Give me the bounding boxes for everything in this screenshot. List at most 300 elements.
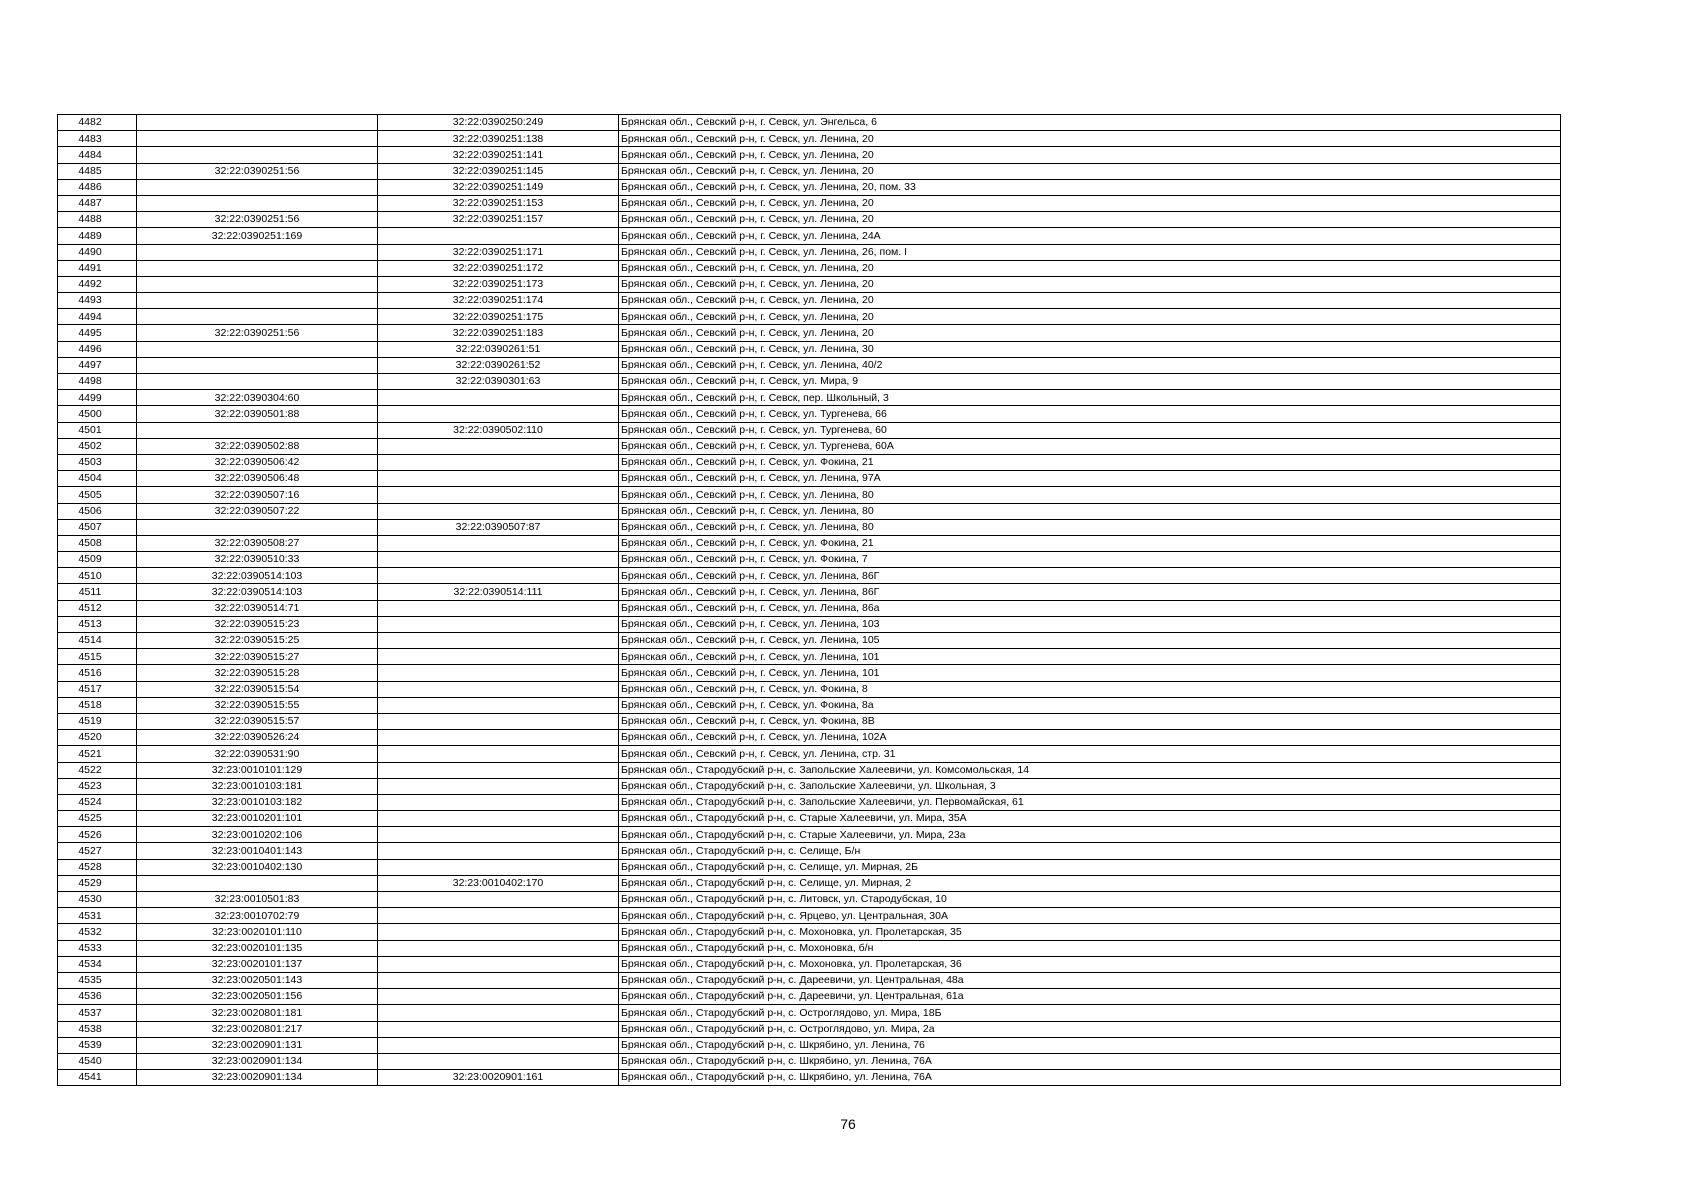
row-number-cell: 4503 <box>58 454 137 470</box>
address-cell: Брянская обл., Стародубский р-н, с. Дареевичи, ул. Центральная, 48а <box>619 972 1561 988</box>
table-row <box>58 244 1561 260</box>
table-row <box>58 633 1561 649</box>
address-cell: Брянская обл., Стародубский р-н, с. Селище, ул. Мирная, 2 <box>619 875 1561 891</box>
table-row <box>58 552 1561 568</box>
row-number-cell: 4528 <box>58 859 137 875</box>
table-row <box>58 422 1561 438</box>
address-cell: Брянская обл., Стародубский р-н, с. Ярцево, ул. Центральная, 30А <box>619 908 1561 924</box>
object-cadastral-number-cell: 32:22:0390251:138 <box>378 131 619 147</box>
object-cadastral-number-cell: 32:22:0390250:249 <box>378 115 619 131</box>
cadastral-number-cell: 32:22:0390502:88 <box>137 438 378 454</box>
address-cell: Брянская обл., Стародубский р-н, с. Остроглядово, ул. Мира, 18Б <box>619 1005 1561 1021</box>
object-cadastral-number-cell: 32:22:0390251:183 <box>378 325 619 341</box>
row-number-cell: 4533 <box>58 940 137 956</box>
cadastral-number-cell: 32:22:0390515:25 <box>137 633 378 649</box>
table-row <box>58 616 1561 632</box>
table-row <box>58 293 1561 309</box>
object-cadastral-number-cell <box>378 454 619 470</box>
address-cell: Брянская обл., Севский р-н, г. Севск, ул. Ленина, 20 <box>619 325 1561 341</box>
object-cadastral-number-cell: 32:22:0390261:51 <box>378 341 619 357</box>
object-cadastral-number-cell: 32:22:0390251:173 <box>378 276 619 292</box>
table-row <box>58 713 1561 729</box>
row-number-cell: 4483 <box>58 131 137 147</box>
table-row <box>58 794 1561 810</box>
row-number-cell: 4534 <box>58 956 137 972</box>
address-cell: Брянская обл., Севский р-н, г. Севск, ул. Ленина, 102А <box>619 730 1561 746</box>
cadastral-number-cell: 32:22:0390515:27 <box>137 649 378 665</box>
table-row <box>58 438 1561 454</box>
table-row <box>58 1053 1561 1069</box>
row-number-cell: 4491 <box>58 260 137 276</box>
row-number-cell: 4508 <box>58 535 137 551</box>
cadastral-number-cell: 32:22:0390526:24 <box>137 730 378 746</box>
object-cadastral-number-cell: 32:22:0390251:175 <box>378 309 619 325</box>
object-cadastral-number-cell <box>378 730 619 746</box>
row-number-cell: 4520 <box>58 730 137 746</box>
object-cadastral-number-cell: 32:22:0390251:174 <box>378 293 619 309</box>
object-cadastral-number-cell <box>378 438 619 454</box>
object-cadastral-number-cell <box>378 697 619 713</box>
object-cadastral-number-cell: 32:23:0020901:161 <box>378 1070 619 1086</box>
table-row <box>58 568 1561 584</box>
registry-table <box>57 114 1561 1086</box>
cadastral-number-cell: 32:22:0390508:27 <box>137 535 378 551</box>
address-cell: Брянская обл., Севский р-н, г. Севск, ул. Ленина, 86Г <box>619 584 1561 600</box>
row-number-cell: 4490 <box>58 244 137 260</box>
cadastral-number-cell <box>137 244 378 260</box>
cadastral-number-cell: 32:22:0390251:56 <box>137 325 378 341</box>
row-number-cell: 4497 <box>58 357 137 373</box>
table-row <box>58 875 1561 891</box>
object-cadastral-number-cell <box>378 746 619 762</box>
address-cell: Брянская обл., Севский р-н, г. Севск, ул. Фокина, 8 <box>619 681 1561 697</box>
cadastral-number-cell: 32:23:0020101:135 <box>137 940 378 956</box>
address-cell: Брянская обл., Севский р-н, г. Севск, ул. Ленина, 30 <box>619 341 1561 357</box>
object-cadastral-number-cell <box>378 762 619 778</box>
address-cell: Брянская обл., Севский р-н, г. Севск, ул. Ленина, 20 <box>619 293 1561 309</box>
cadastral-number-cell: 32:23:0010401:143 <box>137 843 378 859</box>
address-cell: Брянская обл., Севский р-н, г. Севск, ул. Ленина, 20 <box>619 195 1561 211</box>
table-row <box>58 972 1561 988</box>
table-row <box>58 487 1561 503</box>
object-cadastral-number-cell <box>378 859 619 875</box>
object-cadastral-number-cell <box>378 1053 619 1069</box>
row-number-cell: 4486 <box>58 179 137 195</box>
table-row <box>58 746 1561 762</box>
object-cadastral-number-cell <box>378 892 619 908</box>
row-number-cell: 4531 <box>58 908 137 924</box>
cadastral-number-cell: 32:23:0020901:134 <box>137 1053 378 1069</box>
cadastral-number-cell <box>137 131 378 147</box>
row-number-cell: 4485 <box>58 163 137 179</box>
object-cadastral-number-cell <box>378 1005 619 1021</box>
address-cell: Брянская обл., Севский р-н, г. Севск, ул. Фокина, 8В <box>619 713 1561 729</box>
row-number-cell: 4540 <box>58 1053 137 1069</box>
object-cadastral-number-cell <box>378 649 619 665</box>
object-cadastral-number-cell: 32:22:0390251:153 <box>378 195 619 211</box>
cadastral-number-cell: 32:23:0010501:83 <box>137 892 378 908</box>
object-cadastral-number-cell <box>378 616 619 632</box>
address-cell: Брянская обл., Стародубский р-н, с. Селище, ул. Мирная, 2Б <box>619 859 1561 875</box>
object-cadastral-number-cell: 32:22:0390514:111 <box>378 584 619 600</box>
address-cell: Брянская обл., Севский р-н, г. Севск, ул. Фокина, 7 <box>619 552 1561 568</box>
table-row <box>58 260 1561 276</box>
address-cell: Брянская обл., Стародубский р-н, с. Литовск, ул. Стародубская, 10 <box>619 892 1561 908</box>
address-cell: Брянская обл., Стародубский р-н, с. Мохоновка, б/н <box>619 940 1561 956</box>
cadastral-number-cell: 32:22:0390514:71 <box>137 600 378 616</box>
table-row <box>58 1037 1561 1053</box>
object-cadastral-number-cell: 32:22:0390251:171 <box>378 244 619 260</box>
row-number-cell: 4495 <box>58 325 137 341</box>
row-number-cell: 4513 <box>58 616 137 632</box>
row-number-cell: 4507 <box>58 519 137 535</box>
row-number-cell: 4506 <box>58 503 137 519</box>
address-cell: Брянская обл., Севский р-н, г. Севск, ул. Фокина, 21 <box>619 454 1561 470</box>
cadastral-number-cell: 32:22:0390304:60 <box>137 390 378 406</box>
table-row <box>58 228 1561 244</box>
row-number-cell: 4493 <box>58 293 137 309</box>
table-row <box>58 195 1561 211</box>
cadastral-number-cell: 32:22:0390510:33 <box>137 552 378 568</box>
table-row <box>58 147 1561 163</box>
object-cadastral-number-cell <box>378 843 619 859</box>
object-cadastral-number-cell <box>378 827 619 843</box>
table-row <box>58 115 1561 131</box>
row-number-cell: 4492 <box>58 276 137 292</box>
object-cadastral-number-cell <box>378 568 619 584</box>
address-cell: Брянская обл., Севский р-н, г. Севск, ул. Ленина, 101 <box>619 649 1561 665</box>
table-row <box>58 1070 1561 1086</box>
row-number-cell: 4482 <box>58 115 137 131</box>
address-cell: Брянская обл., Стародубский р-н, с. Мохоновка, ул. Пролетарская, 35 <box>619 924 1561 940</box>
table-row <box>58 309 1561 325</box>
address-cell: Брянская обл., Севский р-н, г. Севск, ул. Ленина, 97А <box>619 471 1561 487</box>
cadastral-number-cell: 32:23:0020901:134 <box>137 1070 378 1086</box>
table-row <box>58 357 1561 373</box>
table-row <box>58 697 1561 713</box>
address-cell: Брянская обл., Стародубский р-н, с. Запольские Халеевичи, ул. Первомайская, 61 <box>619 794 1561 810</box>
row-number-cell: 4527 <box>58 843 137 859</box>
cadastral-number-cell: 32:23:0010103:182 <box>137 794 378 810</box>
cadastral-number-cell: 32:23:0010201:101 <box>137 811 378 827</box>
row-number-cell: 4536 <box>58 989 137 1005</box>
address-cell: Брянская обл., Севский р-н, г. Севск, ул. Ленина, 40/2 <box>619 357 1561 373</box>
address-cell: Брянская обл., Севский р-н, г. Севск, ул. Ленина, 103 <box>619 616 1561 632</box>
table-row <box>58 471 1561 487</box>
table-row <box>58 649 1561 665</box>
table-row <box>58 762 1561 778</box>
object-cadastral-number-cell <box>378 1037 619 1053</box>
row-number-cell: 4505 <box>58 487 137 503</box>
row-number-cell: 4494 <box>58 309 137 325</box>
table-row <box>58 163 1561 179</box>
table-row <box>58 811 1561 827</box>
table-row <box>58 390 1561 406</box>
cadastral-number-cell <box>137 875 378 891</box>
cadastral-number-cell <box>137 422 378 438</box>
row-number-cell: 4484 <box>58 147 137 163</box>
row-number-cell: 4524 <box>58 794 137 810</box>
address-cell: Брянская обл., Севский р-н, г. Севск, ул. Ленина, стр. 31 <box>619 746 1561 762</box>
address-cell: Брянская обл., Севский р-н, г. Севск, ул. Ленина, 86Г <box>619 568 1561 584</box>
address-cell: Брянская обл., Севский р-н, г. Севск, пер. Школьный, 3 <box>619 390 1561 406</box>
cadastral-number-cell: 32:22:0390507:16 <box>137 487 378 503</box>
address-cell: Брянская обл., Стародубский р-н, с. Шкрябино, ул. Ленина, 76А <box>619 1070 1561 1086</box>
row-number-cell: 4523 <box>58 778 137 794</box>
table-row <box>58 778 1561 794</box>
row-number-cell: 4526 <box>58 827 137 843</box>
row-number-cell: 4530 <box>58 892 137 908</box>
address-cell: Брянская обл., Севский р-н, г. Севск, ул. Ленина, 20 <box>619 131 1561 147</box>
object-cadastral-number-cell <box>378 633 619 649</box>
cadastral-number-cell: 32:22:0390514:103 <box>137 568 378 584</box>
row-number-cell: 4496 <box>58 341 137 357</box>
row-number-cell: 4514 <box>58 633 137 649</box>
address-cell: Брянская обл., Севский р-н, г. Севск, ул. Фокина, 8а <box>619 697 1561 713</box>
object-cadastral-number-cell <box>378 471 619 487</box>
address-cell: Брянская обл., Стародубский р-н, с. Остроглядово, ул. Мира, 2а <box>619 1021 1561 1037</box>
object-cadastral-number-cell: 32:22:0390507:87 <box>378 519 619 535</box>
address-cell: Брянская обл., Севский р-н, г. Севск, ул. Ленина, 20 <box>619 309 1561 325</box>
table-row <box>58 276 1561 292</box>
address-cell: Брянская обл., Севский р-н, г. Севск, ул. Ленина, 24А <box>619 228 1561 244</box>
table-row <box>58 989 1561 1005</box>
cadastral-number-cell: 32:22:0390501:88 <box>137 406 378 422</box>
object-cadastral-number-cell <box>378 665 619 681</box>
cadastral-number-cell <box>137 519 378 535</box>
table-row <box>58 956 1561 972</box>
row-number-cell: 4525 <box>58 811 137 827</box>
table-row <box>58 406 1561 422</box>
cadastral-number-cell <box>137 357 378 373</box>
cadastral-number-cell: 32:22:0390514:103 <box>137 584 378 600</box>
object-cadastral-number-cell <box>378 713 619 729</box>
cadastral-number-cell: 32:23:0010702:79 <box>137 908 378 924</box>
address-cell: Брянская обл., Севский р-н, г. Севск, ул. Мира, 9 <box>619 374 1561 390</box>
cadastral-number-cell <box>137 147 378 163</box>
object-cadastral-number-cell: 32:22:0390301:63 <box>378 374 619 390</box>
address-cell: Брянская обл., Севский р-н, г. Севск, ул. Ленина, 20 <box>619 163 1561 179</box>
object-cadastral-number-cell <box>378 681 619 697</box>
address-cell: Брянская обл., Стародубский р-н, с. Шкрябино, ул. Ленина, 76 <box>619 1037 1561 1053</box>
cadastral-number-cell: 32:22:0390515:28 <box>137 665 378 681</box>
cadastral-number-cell: 32:22:0390507:22 <box>137 503 378 519</box>
cadastral-number-cell: 32:23:0020801:181 <box>137 1005 378 1021</box>
table-row <box>58 892 1561 908</box>
row-number-cell: 4522 <box>58 762 137 778</box>
address-cell: Брянская обл., Севский р-н, г. Севск, ул. Ленина, 101 <box>619 665 1561 681</box>
table-row <box>58 325 1561 341</box>
row-number-cell: 4519 <box>58 713 137 729</box>
object-cadastral-number-cell <box>378 908 619 924</box>
object-cadastral-number-cell <box>378 600 619 616</box>
object-cadastral-number-cell <box>378 924 619 940</box>
address-cell: Брянская обл., Севский р-н, г. Севск, ул. Ленина, 105 <box>619 633 1561 649</box>
table-row <box>58 1005 1561 1021</box>
object-cadastral-number-cell: 32:22:0390251:172 <box>378 260 619 276</box>
row-number-cell: 4499 <box>58 390 137 406</box>
cadastral-number-cell: 32:23:0010103:181 <box>137 778 378 794</box>
cadastral-number-cell <box>137 179 378 195</box>
address-cell: Брянская обл., Севский р-н, г. Севск, ул. Тургенева, 66 <box>619 406 1561 422</box>
object-cadastral-number-cell <box>378 406 619 422</box>
table-row <box>58 519 1561 535</box>
object-cadastral-number-cell <box>378 228 619 244</box>
address-cell: Брянская обл., Стародубский р-н, с. Старые Халеевичи, ул. Мира, 23а <box>619 827 1561 843</box>
table-row <box>58 843 1561 859</box>
table-row <box>58 454 1561 470</box>
table-row <box>58 827 1561 843</box>
address-cell: Брянская обл., Севский р-н, г. Севск, ул. Ленина, 20, пом. 33 <box>619 179 1561 195</box>
address-cell: Брянская обл., Севский р-н, г. Севск, ул. Тургенева, 60 <box>619 422 1561 438</box>
page-number: 76 <box>840 1116 856 1132</box>
object-cadastral-number-cell: 32:22:0390251:157 <box>378 212 619 228</box>
cadastral-number-cell: 32:23:0020801:217 <box>137 1021 378 1037</box>
row-number-cell: 4501 <box>58 422 137 438</box>
object-cadastral-number-cell: 32:23:0010402:170 <box>378 875 619 891</box>
row-number-cell: 4539 <box>58 1037 137 1053</box>
object-cadastral-number-cell <box>378 1021 619 1037</box>
cadastral-number-cell: 32:23:0020501:156 <box>137 989 378 1005</box>
cadastral-number-cell: 32:22:0390251:56 <box>137 163 378 179</box>
object-cadastral-number-cell <box>378 503 619 519</box>
row-number-cell: 4535 <box>58 972 137 988</box>
table-row <box>58 374 1561 390</box>
row-number-cell: 4504 <box>58 471 137 487</box>
cadastral-number-cell <box>137 374 378 390</box>
table-row <box>58 730 1561 746</box>
row-number-cell: 4512 <box>58 600 137 616</box>
object-cadastral-number-cell <box>378 940 619 956</box>
cadastral-number-cell: 32:22:0390506:48 <box>137 471 378 487</box>
address-cell: Брянская обл., Севский р-н, г. Севск, ул. Ленина, 80 <box>619 503 1561 519</box>
object-cadastral-number-cell <box>378 535 619 551</box>
cadastral-number-cell: 32:22:0390515:23 <box>137 616 378 632</box>
address-cell: Брянская обл., Севский р-н, г. Севск, ул. Фокина, 21 <box>619 535 1561 551</box>
table-row <box>58 665 1561 681</box>
address-cell: Брянская обл., Стародубский р-н, с. Селище, Б/н <box>619 843 1561 859</box>
address-cell: Брянская обл., Севский р-н, г. Севск, ул. Ленина, 80 <box>619 487 1561 503</box>
object-cadastral-number-cell: 32:22:0390502:110 <box>378 422 619 438</box>
row-number-cell: 4502 <box>58 438 137 454</box>
cadastral-number-cell: 32:22:0390251:169 <box>137 228 378 244</box>
cadastral-number-cell: 32:22:0390531:90 <box>137 746 378 762</box>
object-cadastral-number-cell <box>378 989 619 1005</box>
row-number-cell: 4509 <box>58 552 137 568</box>
cadastral-number-cell <box>137 293 378 309</box>
object-cadastral-number-cell: 32:22:0390251:141 <box>378 147 619 163</box>
row-number-cell: 4529 <box>58 875 137 891</box>
address-cell: Брянская обл., Стародубский р-н, с. Старые Халеевичи, ул. Мира, 35А <box>619 811 1561 827</box>
address-cell: Брянская обл., Севский р-н, г. Севск, ул. Ленина, 86а <box>619 600 1561 616</box>
table-row <box>58 131 1561 147</box>
cadastral-number-cell: 32:23:0010101:129 <box>137 762 378 778</box>
address-cell: Брянская обл., Стародубский р-н, с. Мохоновка, ул. Пролетарская, 36 <box>619 956 1561 972</box>
cadastral-number-cell: 32:23:0010202:106 <box>137 827 378 843</box>
cadastral-number-cell <box>137 115 378 131</box>
row-number-cell: 4538 <box>58 1021 137 1037</box>
table-row <box>58 940 1561 956</box>
object-cadastral-number-cell <box>378 552 619 568</box>
row-number-cell: 4489 <box>58 228 137 244</box>
table-row <box>58 503 1561 519</box>
table-row <box>58 212 1561 228</box>
row-number-cell: 4518 <box>58 697 137 713</box>
address-cell: Брянская обл., Севский р-н, г. Севск, ул. Ленина, 20 <box>619 147 1561 163</box>
object-cadastral-number-cell <box>378 972 619 988</box>
cadastral-number-cell <box>137 260 378 276</box>
object-cadastral-number-cell: 32:22:0390251:149 <box>378 179 619 195</box>
cadastral-number-cell: 32:22:0390515:57 <box>137 713 378 729</box>
cadastral-number-cell: 32:23:0020501:143 <box>137 972 378 988</box>
row-number-cell: 4510 <box>58 568 137 584</box>
table-row <box>58 179 1561 195</box>
cadastral-number-cell: 32:23:0020901:131 <box>137 1037 378 1053</box>
cadastral-number-cell: 32:23:0020101:137 <box>137 956 378 972</box>
row-number-cell: 4500 <box>58 406 137 422</box>
row-number-cell: 4487 <box>58 195 137 211</box>
object-cadastral-number-cell <box>378 794 619 810</box>
address-cell: Брянская обл., Севский р-н, г. Севск, ул. Ленина, 20 <box>619 260 1561 276</box>
object-cadastral-number-cell: 32:22:0390251:145 <box>378 163 619 179</box>
cadastral-number-cell <box>137 309 378 325</box>
cadastral-number-cell <box>137 195 378 211</box>
address-cell: Брянская обл., Севский р-н, г. Севск, ул. Ленина, 20 <box>619 212 1561 228</box>
address-cell: Брянская обл., Севский р-н, г. Севск, ул. Энгельса, 6 <box>619 115 1561 131</box>
row-number-cell: 4515 <box>58 649 137 665</box>
cadastral-number-cell: 32:23:0010402:130 <box>137 859 378 875</box>
cadastral-number-cell: 32:22:0390251:56 <box>137 212 378 228</box>
cadastral-number-cell <box>137 341 378 357</box>
table-row <box>58 584 1561 600</box>
table-row <box>58 908 1561 924</box>
object-cadastral-number-cell <box>378 778 619 794</box>
object-cadastral-number-cell <box>378 487 619 503</box>
object-cadastral-number-cell <box>378 811 619 827</box>
address-cell: Брянская обл., Севский р-н, г. Севск, ул. Ленина, 20 <box>619 276 1561 292</box>
cadastral-number-cell: 32:22:0390515:55 <box>137 697 378 713</box>
table-row <box>58 924 1561 940</box>
address-cell: Брянская обл., Стародубский р-н, с. Шкрябино, ул. Ленина, 76А <box>619 1053 1561 1069</box>
row-number-cell: 4516 <box>58 665 137 681</box>
row-number-cell: 4537 <box>58 1005 137 1021</box>
table-row <box>58 600 1561 616</box>
address-cell: Брянская обл., Стародубский р-н, с. Дареевичи, ул. Центральная, 61а <box>619 989 1561 1005</box>
row-number-cell: 4541 <box>58 1070 137 1086</box>
address-cell: Брянская обл., Стародубский р-н, с. Запольские Халеевичи, ул. Школьная, 3 <box>619 778 1561 794</box>
row-number-cell: 4517 <box>58 681 137 697</box>
table-row <box>58 859 1561 875</box>
row-number-cell: 4488 <box>58 212 137 228</box>
address-cell: Брянская обл., Стародубский р-н, с. Запольские Халеевичи, ул. Комсомольская, 14 <box>619 762 1561 778</box>
cadastral-number-cell: 32:23:0020101:110 <box>137 924 378 940</box>
table-row <box>58 341 1561 357</box>
address-cell: Брянская обл., Севский р-н, г. Севск, ул. Тургенева, 60А <box>619 438 1561 454</box>
cadastral-number-cell: 32:22:0390515:54 <box>137 681 378 697</box>
object-cadastral-number-cell <box>378 390 619 406</box>
address-cell: Брянская обл., Севский р-н, г. Севск, ул. Ленина, 80 <box>619 519 1561 535</box>
table-row <box>58 535 1561 551</box>
address-cell: Брянская обл., Севский р-н, г. Севск, ул. Ленина, 26, пом. I <box>619 244 1561 260</box>
row-number-cell: 4498 <box>58 374 137 390</box>
table-row <box>58 681 1561 697</box>
cadastral-number-cell <box>137 276 378 292</box>
object-cadastral-number-cell <box>378 956 619 972</box>
cadastral-number-cell: 32:22:0390506:42 <box>137 454 378 470</box>
object-cadastral-number-cell: 32:22:0390261:52 <box>378 357 619 373</box>
row-number-cell: 4532 <box>58 924 137 940</box>
table-row <box>58 1021 1561 1037</box>
